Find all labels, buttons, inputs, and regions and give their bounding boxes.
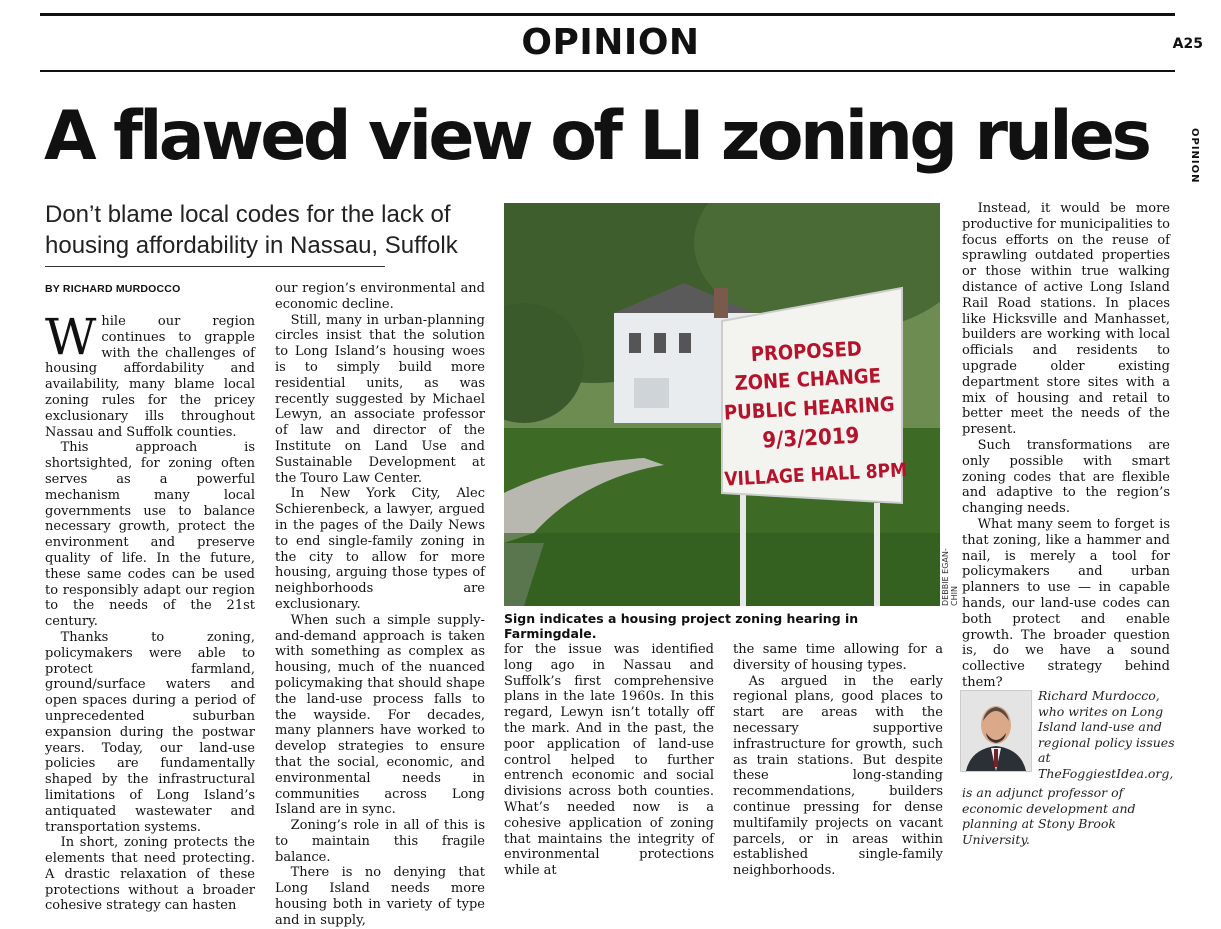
paragraph: our region’s environmental and economic decline. [275, 281, 485, 312]
section-title: OPINION [521, 22, 700, 63]
paragraph: Such transformations are only possible with smart zoning codes that are flexible and adaptive to the region’s changing needs. [962, 437, 1170, 517]
author-headshot [960, 690, 1032, 772]
photo-illustration [504, 203, 940, 606]
paragraph: There is no denying that Long Island needs more housing both in variety of type and in supply, [275, 865, 485, 928]
author-bio-top [1038, 688, 1178, 781]
subhead: Don’t blame local codes for the lack of housing affordability in Nassau, Suffolk [45, 201, 458, 259]
paragraph: hile our region continues to grapple with the challenges of housing affordability and availability, many blame local zoning rules for the pricey exclusionary ills throughout Nassau and Suffolk counties. [45, 314, 255, 440]
sign-line-4: 9/3/2019 [761, 423, 860, 454]
dropcap: W [45, 308, 97, 366]
sign-line-3: PUBLIC HEARING [723, 391, 896, 425]
article-column-3 [504, 642, 714, 879]
page-number: A25 [1172, 36, 1203, 52]
paragraph: the same time allowing for a diversity of housing types. [733, 642, 943, 673]
bio-text: Richard Murdocco, who writes on Long Island land-use and regional policy issues at TheFoggiestIdea.org, [1038, 688, 1175, 781]
author-bio-bottom [962, 785, 1172, 847]
sign-line-2: ZONE CHANGE [734, 363, 882, 396]
headline: A flawed view of LI zoning rules [44, 97, 1149, 176]
photo-zoning-sign [504, 203, 940, 606]
paragraph: As argued in the early regional plans, good places to start are areas with the necessary supportive infrastructure for growth, such as train stations. But despite these long-standing recommendations, builders continue pressing for dense multifamily projects on vacant parcels, or in areas within established single-family neighborhoods. [733, 673, 943, 879]
paragraph: What many seem to forget is that zoning, like a hammer and nail, is merely a tool for policymakers and urban planners to use — in capable hands, our land-use codes can both protect and enable growth. The broader question is, do we have a sound collective strategy behind them? [962, 516, 1170, 690]
masthead-rule [40, 70, 1175, 72]
side-section-tag: OPINION [1189, 128, 1200, 184]
sign-line-1: PROPOSED [750, 336, 863, 367]
article-column-5 [962, 201, 1170, 691]
bio-text: is an adjunct professor of economic development and planning at Stony Brook University. [962, 785, 1136, 847]
subhead-rule [45, 266, 385, 267]
article-column-4 [733, 642, 943, 879]
paragraph: When such a simple supply-and-demand approach is taken with something as complex as housing, much of the nuanced policymaking that should shape the land-use process falls to the wayside. For decades, many planners have worked to develop strategies to ensure that the social, economic, and environmental needs in communities across Long Island are in sync. [275, 612, 485, 818]
sign-line-5: VILLAGE HALL 8PM [723, 459, 908, 491]
paragraph: Zoning’s role in all of this is to maintain this fragile balance. [275, 818, 485, 865]
article-column-1 [45, 308, 255, 914]
paragraph: In short, zoning protects the elements that need protecting. A drastic relaxation of these protections without a broader cohesive strategy can hasten [45, 835, 255, 914]
paragraph: Thanks to zoning, policymakers were able to protect farmland, ground/surface waters and open spaces during a period of unprecedented suburban expansion during the postwar years. Today, our land-use policies are fundamentally shaped by the infrastructural limitations of Long Island’s antiquated wastewater and transportation systems. [45, 629, 255, 835]
paragraph: This approach is shortsighted, for zoning often serves as a powerful mechanism many local governments use to balance necessary growth, protect the environment and preserve quality of life. In the future, these same codes can be used to responsibly adapt our region to the needs of the 21st century. [45, 440, 255, 630]
article-column-2 [275, 281, 485, 929]
paragraph: Instead, it would be more productive for municipalities to focus efforts on the reuse of sprawling outdated properties or those within true walking distance of active Long Island Rail Road stations. In places like Hicksville and Manhasset, builders are working with local officials and residents to upgrade older existing department store sites with a mix of housing and retail to better meet the needs of the present. [962, 201, 1170, 438]
byline: BY RICHARD MURDOCCO [45, 283, 181, 295]
photo-caption: Sign indicates a housing project zoning hearing in Farmingdale. [504, 611, 859, 641]
photo-credit: DEBBIE EGAN-CHIN [941, 548, 959, 606]
paragraph: Still, many in urban-planning circles insist that the solution to Long Island’s housing woes is to simply build more residential units, as was recently suggested by Michael Lewyn, an associate professor of law and director of the Institute on Land Use and Sustainable Development at the Touro Law Center. [275, 312, 485, 486]
top-rule [40, 13, 1175, 16]
paragraph: for the issue was identified long ago in Nassau and Suffolk’s first comprehensive plans in the late 1960s. In this regard, Lewyn isn’t totally off the mark. And in the past, the poor application of land-use control helped to further entrench economic and social divisions across both counties. What’s needed now is a cohesive application of zoning that maintains the integrity of environmental protections while at [504, 642, 714, 879]
paragraph: In New York City, Alec Schierenbeck, a lawyer, argued in the pages of the Daily News to end single-family zoning in the city to allow for more housing, arguing those types of neighborhoods are exclusionary. [275, 486, 485, 612]
